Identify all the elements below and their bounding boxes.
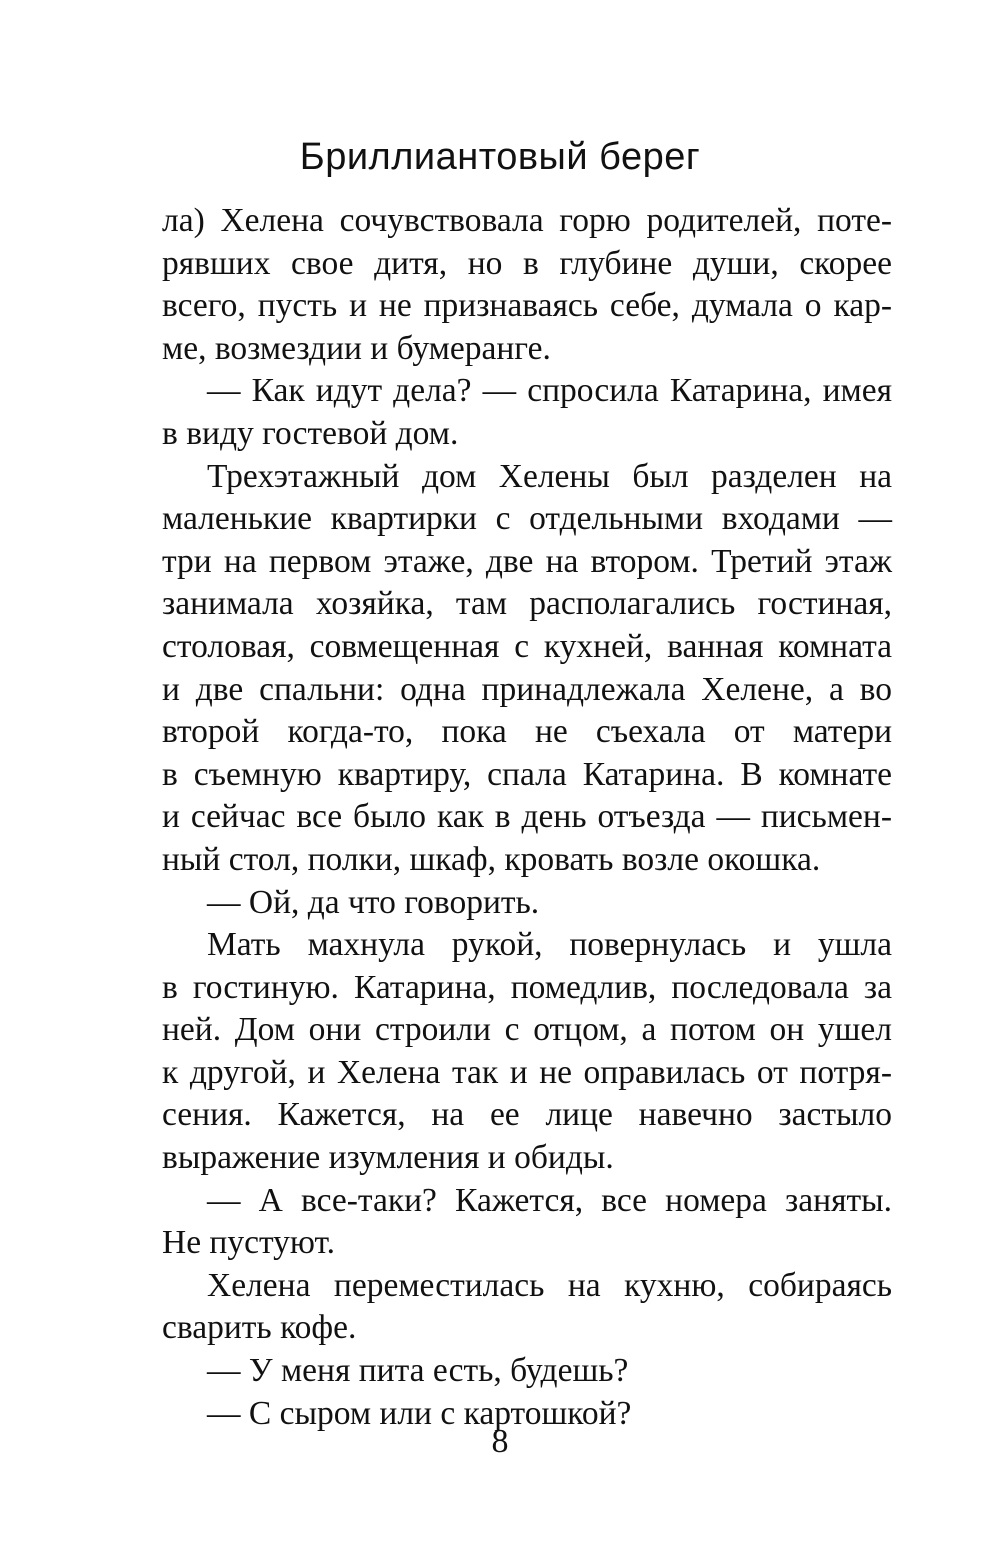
text-line: Трехэтажный дом Хелены был разделен на xyxy=(207,457,892,495)
text-line: Не пустуют. xyxy=(162,1224,336,1262)
text-line: сварить кофе. xyxy=(162,1309,357,1347)
text-line: и две спальни: одна принадлежала Хелене, а во xyxy=(162,670,892,708)
text-line: к другой, и Хелена так и не оправилась от потря- xyxy=(162,1053,892,1091)
text-line: сения. Кажется, на ее лице навечно застыло xyxy=(162,1096,892,1134)
body-text xyxy=(162,200,892,1435)
text-line: выражение изумления и обиды. xyxy=(162,1139,614,1177)
text-line: в виду гостевой дом. xyxy=(162,414,459,452)
text-line: — А все-таки? Кажется, все номера заняты. xyxy=(207,1181,892,1219)
text-line: — С сыром или с картошкой? xyxy=(207,1394,632,1432)
text-line: — У меня пита есть, будешь? xyxy=(207,1352,629,1390)
text-line: три на первом этаже, две на втором. Третий этаж xyxy=(162,542,892,580)
text-line: маленькие квартирки с отдельными входами — xyxy=(162,500,892,538)
text-line: занимала хозяйка, там располагались гостиная, xyxy=(162,585,892,623)
running-title: Бриллиантовый берег xyxy=(299,136,701,178)
text-line: всего, пусть и не признаваясь себе, думала о кар- xyxy=(162,287,892,325)
page-number: 8 xyxy=(491,1423,509,1460)
text-line: ла) Хелена сочувствовала горю родителей, поте- xyxy=(162,202,892,239)
text-line: в съемную квартиру, спала Катарина. В комнате xyxy=(162,755,892,793)
text-line: в гостиную. Катарина, помедлив, последовала за xyxy=(162,968,892,1006)
text-line: и сейчас все было как в день отъезда — письмен- xyxy=(162,798,892,836)
text-line: — Ой, да что говорить. xyxy=(207,883,540,921)
text-line: Мать махнула рукой, повернулась и ушла xyxy=(207,926,892,964)
text-line: рявших свое дитя, но в глубине души, скорее xyxy=(162,244,892,282)
text-line: второй когда-то, пока не съехала от матери xyxy=(162,713,892,751)
text-line: ме, возмездии и бумеранге. xyxy=(162,329,551,367)
text-line: ный стол, полки, шкаф, кровать возле окошка. xyxy=(162,840,821,878)
text-line: столовая, совмещенная с кухней, ванная комната xyxy=(162,627,892,665)
text-line: — Как идут дела? — спросила Катарина, имея xyxy=(207,372,892,410)
text-line: ней. Дом они строили с отцом, а потом он ушел xyxy=(162,1011,892,1049)
text-line: Хелена переместилась на кухню, собираясь xyxy=(207,1266,892,1304)
